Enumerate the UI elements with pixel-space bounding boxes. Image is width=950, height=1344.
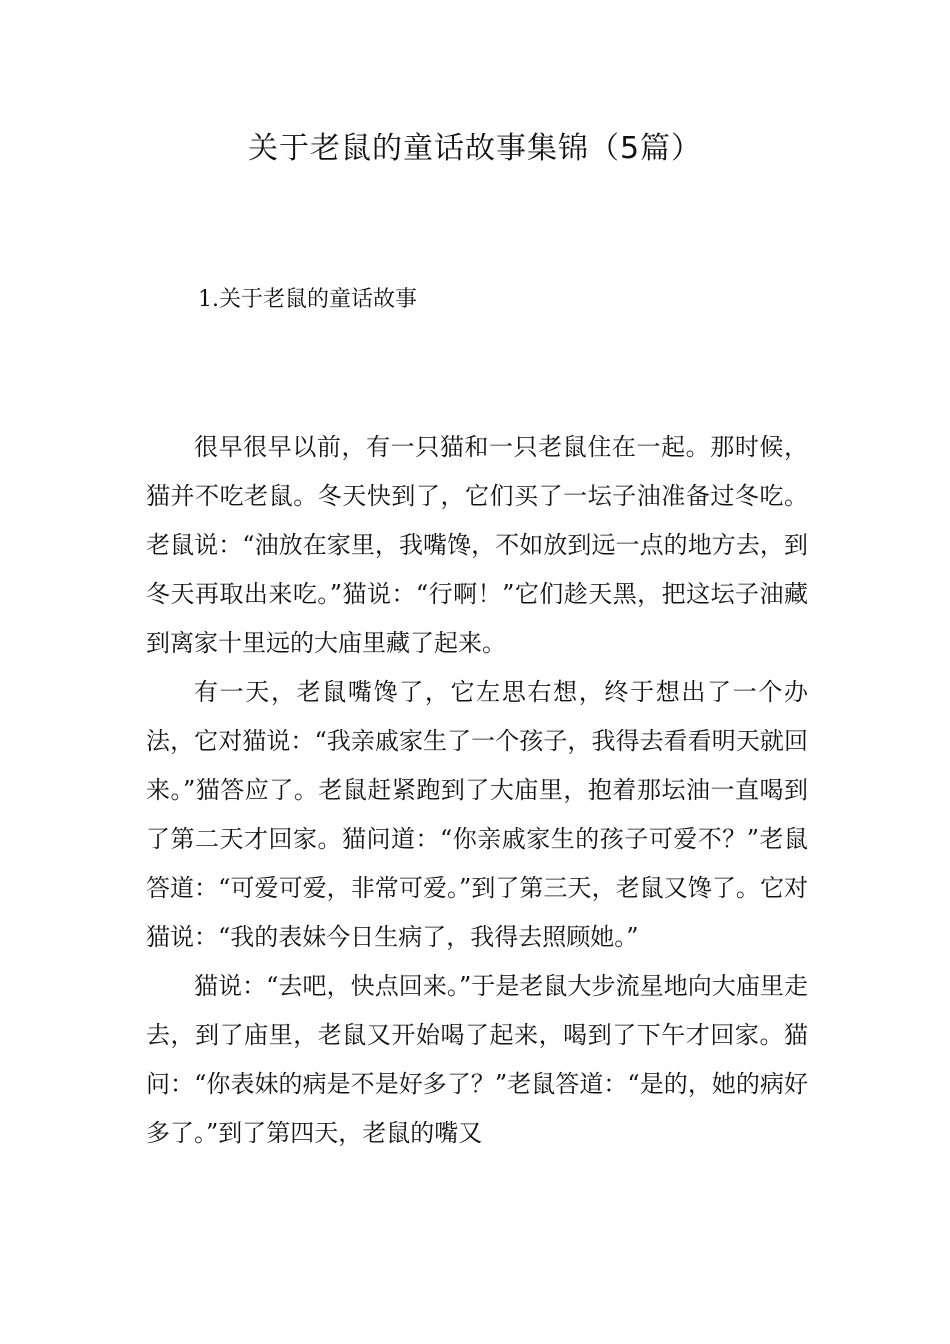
story-paragraph-2: 有一天，老鼠嘴馋了，它左思右想，终于想出了一个办法，它对猫说：“我亲戚家生了一个孩子，我得去看看明天就回来。”猫答应了。老鼠赶紧跑到了大庙里，抱着那坛油一直喝到了第二天才回家。猫问道：“你亲戚家生的孩子可爱不？”老鼠答道：“可爱可爱，非常可爱。”到了第三天，老鼠又馋了。它对猫说：“我的表妹今日生病了，我得去照顾她。” <box>146 678 808 951</box>
story-body <box>146 423 808 1158</box>
section-heading: 1.关于老鼠的童话故事 <box>198 287 417 312</box>
story-paragraph-1: 很早很早以前，有一只猫和一只老鼠住在一起。那时候，猫并不吃老鼠。冬天快到了，它们买了一坛子油准备过冬吃。老鼠说：“油放在家里，我嘴馋，不如放到远一点的地方去，到冬天再取出来吃。”猫说：“行啊！”它们趁天黑，把这坛子油藏到离家十里远的大庙里藏了起来。 <box>146 433 808 657</box>
story-paragraph-3: 猫说：“去吧，快点回来。”于是老鼠大步流星地向大庙里走去，到了庙里，老鼠又开始喝了起来，喝到了下午才回家。猫问：“你表妹的病是不是好多了？”老鼠答道：“是的，她的病好多了。”到了第四天，老鼠的嘴又 <box>146 972 808 1147</box>
document-title: 关于老鼠的童话故事集锦（5篇） <box>247 131 703 166</box>
